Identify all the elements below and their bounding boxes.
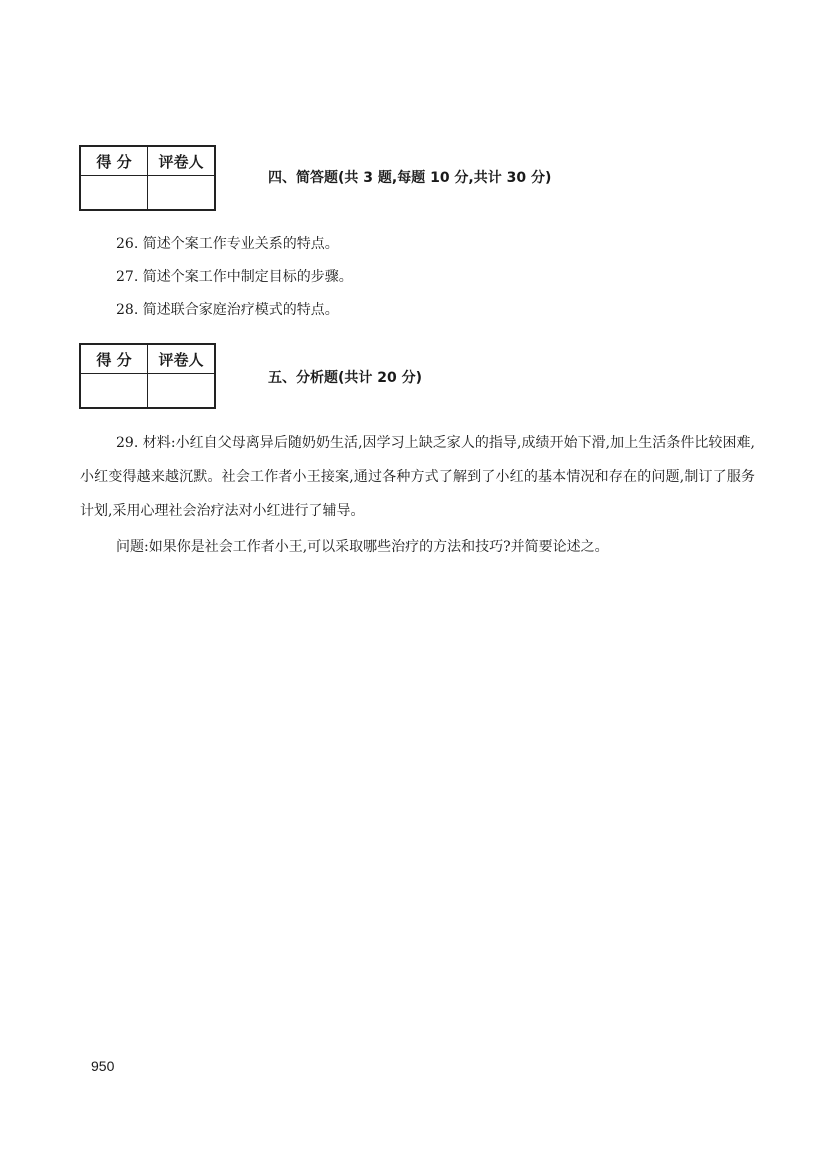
- grader-cell: [148, 374, 216, 409]
- score-label: 得 分: [80, 344, 148, 374]
- section5-title: 五、分析题(共计 20 分): [268, 370, 423, 386]
- page-number: 950: [91, 1058, 115, 1074]
- score-box-section4: [79, 145, 216, 211]
- score-label: 得 分: [80, 146, 148, 176]
- score-cell: [80, 374, 148, 409]
- question-28: 28. 简述联合家庭治疗模式的特点。: [116, 302, 339, 318]
- section4-title: 四、简答题(共 3 题,每题 10 分,共计 30 分): [268, 170, 552, 186]
- grader-label: 评卷人: [148, 146, 216, 176]
- analysis-question: 问题:如果你是社会工作者小王,可以采取哪些治疗的方法和技巧?并简要论述之。: [116, 539, 609, 555]
- question-26: 26. 简述个案工作专业关系的特点。: [116, 236, 339, 252]
- score-box-section5: [79, 343, 216, 409]
- grader-label: 评卷人: [148, 344, 216, 374]
- score-cell: [80, 176, 148, 211]
- question-27: 27. 简述个案工作中制定目标的步骤。: [116, 269, 353, 285]
- material-paragraph: 29. 材料:小红自父母离异后随奶奶生活,因学习上缺乏家人的指导,成绩开始下滑,加上生活条件比较困难,小红变得越来越沉默。社会工作者小王接案,通过各种方式了解到了小红的基本情况和存在的问题,制订了服务计划,采用心理社会治疗法对小红进行了辅导。: [80, 435, 755, 519]
- grader-cell: [148, 176, 216, 211]
